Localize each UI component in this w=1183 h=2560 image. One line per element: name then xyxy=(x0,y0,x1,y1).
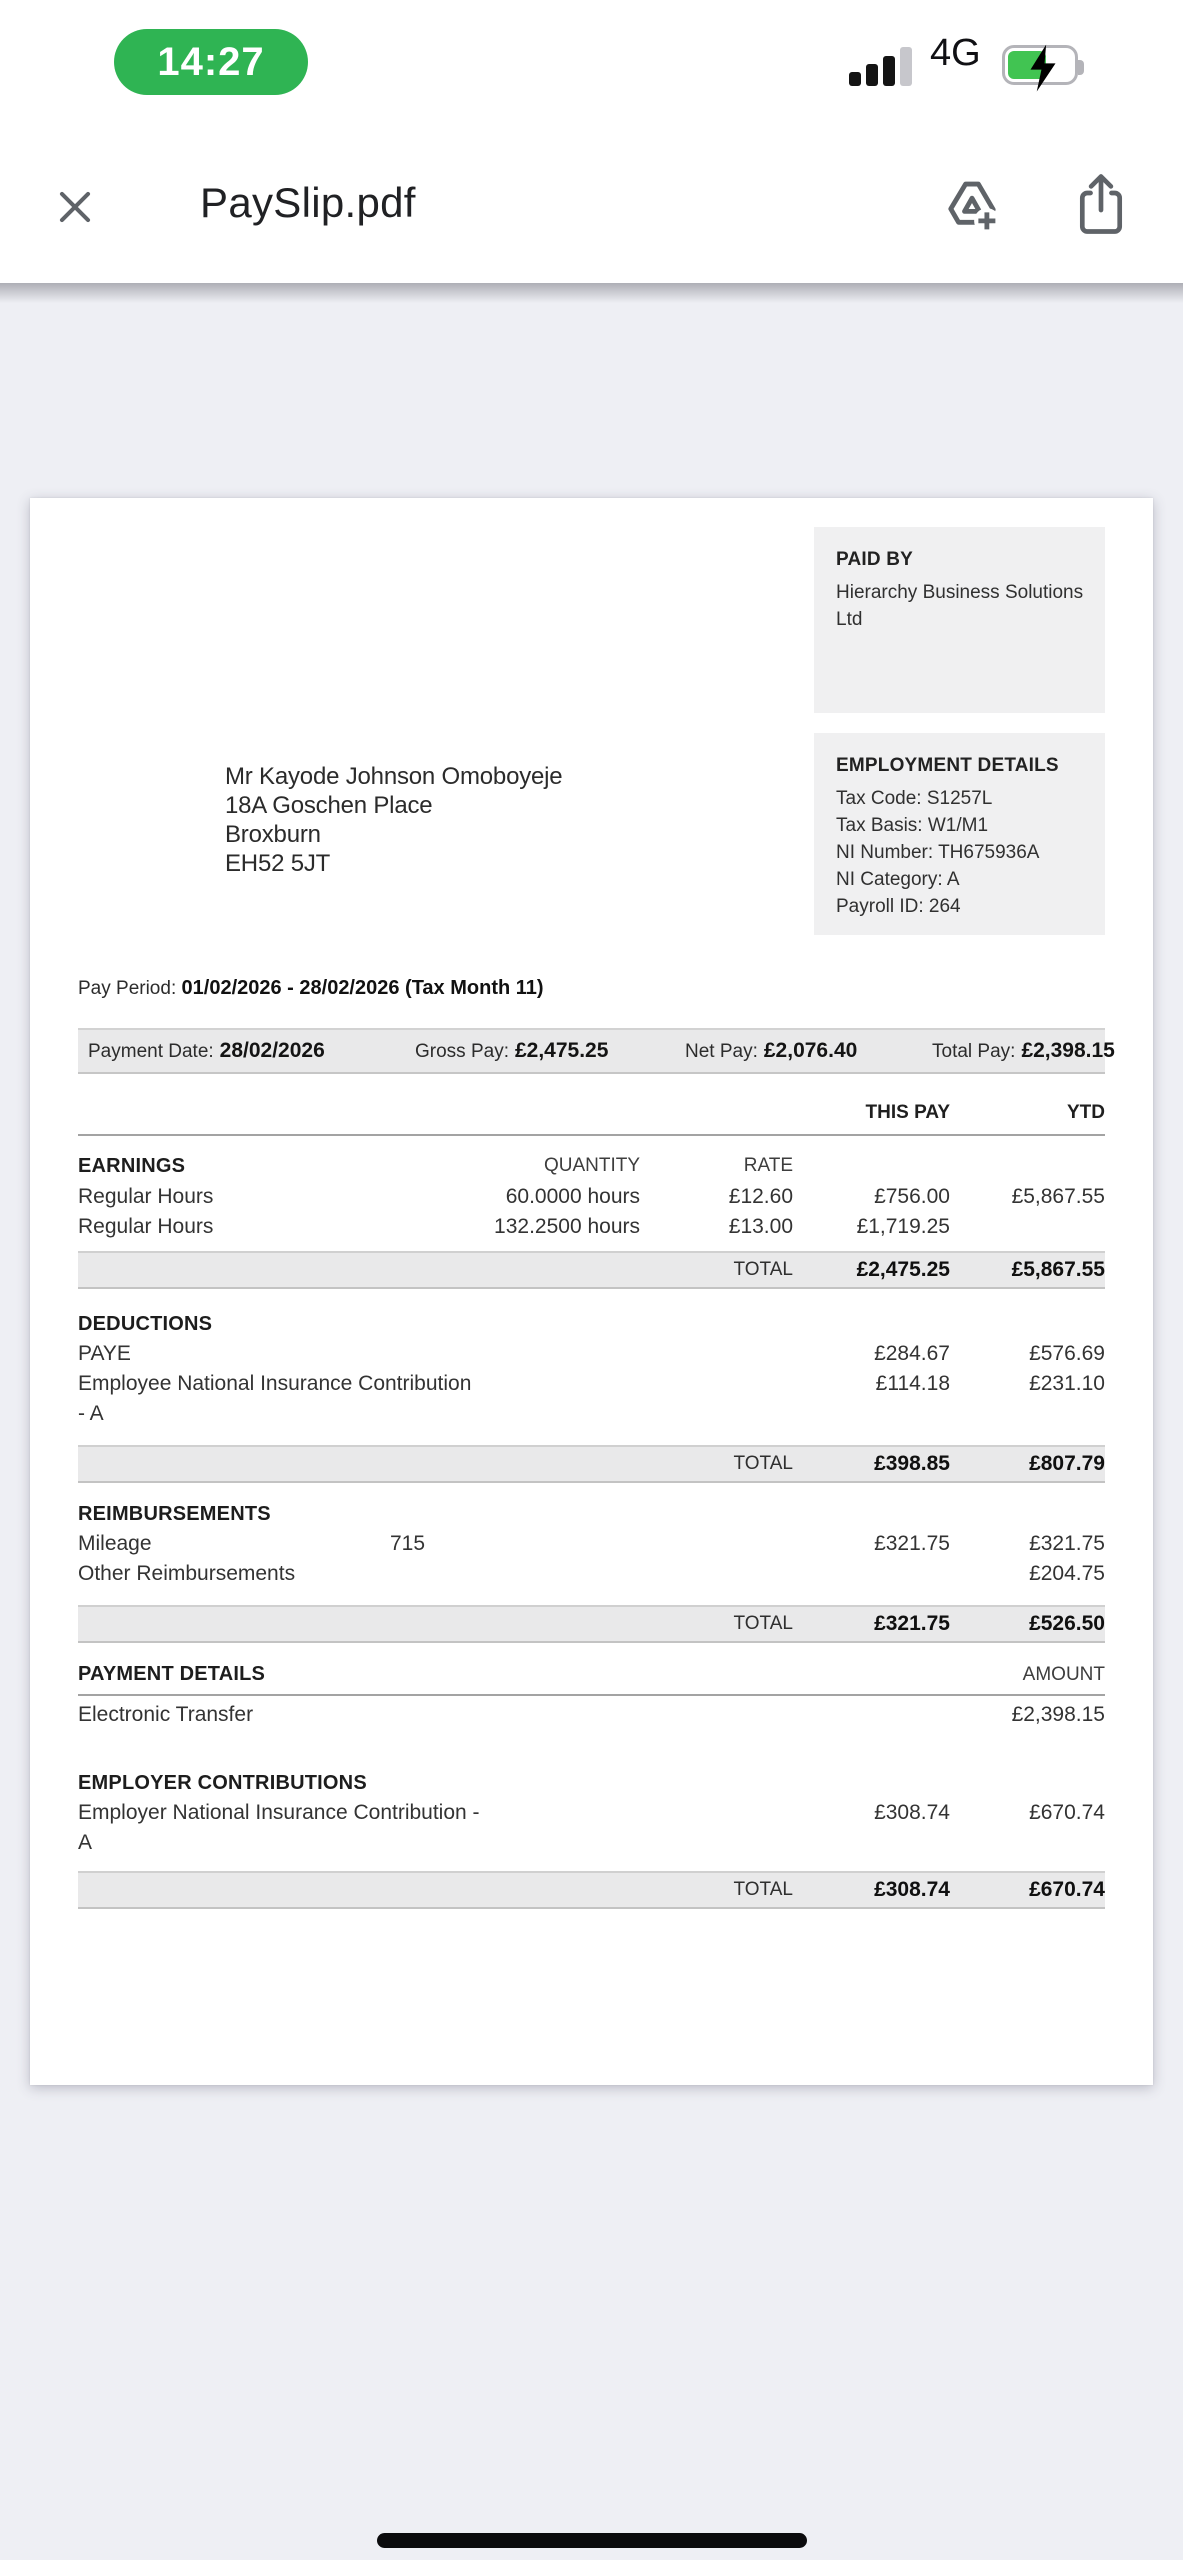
employment-detail: Payroll ID: 264 xyxy=(836,896,961,917)
reimbursements-section-title: REIMBURSEMENTS xyxy=(78,1503,271,1525)
reimbursement-this-pay: £321.75 xyxy=(874,1532,950,1555)
paid-by-title: PAID BY xyxy=(836,549,914,570)
battery-nub xyxy=(1078,60,1084,75)
time-pill[interactable] xyxy=(114,29,308,95)
pay-summary-band xyxy=(78,1028,1115,1074)
share-icon xyxy=(1068,168,1134,240)
earnings-total-this-pay: £2,475.25 xyxy=(856,1258,950,1281)
employment-details-box xyxy=(814,733,1105,935)
employer-contributions-total-ytd: £670.74 xyxy=(1029,1878,1105,1901)
earning-name: Regular Hours xyxy=(78,1215,214,1238)
cellular-signal-icon xyxy=(849,47,919,86)
reimbursement-quantity: 715 xyxy=(390,1532,426,1555)
employer-contribution-ytd: £670.74 xyxy=(1029,1801,1105,1824)
net-pay-label: Net Pay: xyxy=(685,1041,758,1062)
table-row xyxy=(78,1798,1105,1858)
deduction-name: Employee National Insurance Contribution - A xyxy=(78,1372,472,1425)
table-row xyxy=(78,1182,1105,1212)
deduction-name: PAYE xyxy=(78,1342,131,1365)
add-to-drive-icon xyxy=(938,172,1006,240)
earnings-total-row xyxy=(78,1251,1105,1289)
add-to-drive-button[interactable] xyxy=(938,172,1006,240)
total-pay-cell xyxy=(932,1039,1117,1063)
paid-by-name: Hierarchy Business Solutions Ltd xyxy=(836,582,1084,630)
paid-by-box xyxy=(814,527,1105,713)
table-row xyxy=(78,1339,1105,1369)
reimbursement-name: Other Reimbursements xyxy=(78,1562,296,1585)
home-indicator[interactable] xyxy=(377,2533,807,2548)
total-pay-label: Total Pay: xyxy=(932,1041,1016,1062)
employer-contributions-section-title: EMPLOYER CONTRIBUTIONS xyxy=(78,1772,367,1794)
share-button[interactable] xyxy=(1068,168,1134,240)
reimbursement-this-pay xyxy=(793,1559,950,1589)
total-label: TOTAL xyxy=(733,1879,793,1900)
reimbursements-total-row xyxy=(78,1605,1105,1643)
payslip-top-region xyxy=(78,498,1105,975)
address-line: Mr Kayode Johnson Omoboyeje xyxy=(225,763,563,790)
lightning-bolt-icon xyxy=(1022,43,1064,93)
reimbursements-total-ytd: £526.50 xyxy=(1029,1612,1105,1635)
employment-detail: Tax Code: S1257L xyxy=(836,788,993,809)
employee-address xyxy=(225,762,562,878)
earning-rate: £12.60 xyxy=(728,1185,793,1208)
battery-charging-icon xyxy=(1002,45,1078,85)
pdf-page xyxy=(30,498,1153,2085)
payment-date-cell xyxy=(88,1039,415,1063)
earning-quantity: 60.0000 hours xyxy=(505,1185,640,1208)
status-time: 14:27 xyxy=(157,39,265,84)
employer-contribution-this-pay: £308.74 xyxy=(874,1801,950,1824)
gross-pay-cell xyxy=(415,1039,685,1063)
close-icon xyxy=(52,184,98,230)
reimbursement-ytd: £321.75 xyxy=(1029,1532,1105,1555)
ytd-column-header: YTD xyxy=(1067,1102,1105,1123)
table-row xyxy=(78,1212,1105,1242)
deductions-section-title: DEDUCTIONS xyxy=(78,1313,213,1335)
payment-details-header-row xyxy=(78,1663,1105,1696)
table-row xyxy=(78,1529,1105,1559)
employer-contribution-name: Employer National Insurance Contribution - A xyxy=(78,1801,480,1854)
page-title: PaySlip.pdf xyxy=(200,179,416,226)
employment-details-title: EMPLOYMENT DETAILS xyxy=(836,755,1059,776)
pay-period-label: Pay Period: xyxy=(78,978,177,999)
total-label: TOTAL xyxy=(733,1613,793,1634)
earning-ytd xyxy=(950,1212,1105,1242)
earning-this-pay: £1,719.25 xyxy=(856,1215,950,1238)
total-label: TOTAL xyxy=(733,1259,793,1280)
table-row xyxy=(78,1369,1105,1429)
table-row xyxy=(78,1559,1105,1589)
reimbursement-name: Mileage xyxy=(78,1532,152,1555)
gross-pay-label: Gross Pay: xyxy=(415,1041,509,1062)
deduction-ytd: £231.10 xyxy=(1029,1372,1105,1395)
close-button[interactable] xyxy=(52,184,98,230)
address-line: 18A Goschen Place xyxy=(225,792,433,819)
table-row xyxy=(78,1700,1105,1730)
address-line: Broxburn xyxy=(225,821,321,848)
earnings-section-title: EARNINGS xyxy=(78,1154,186,1177)
employment-detail: NI Number: TH675936A xyxy=(836,842,1040,863)
net-pay-cell xyxy=(685,1039,932,1063)
payment-date-value: 28/02/2026 xyxy=(219,1039,325,1062)
deduction-ytd: £576.69 xyxy=(1029,1342,1105,1365)
amount-column-header: AMOUNT xyxy=(1022,1664,1105,1685)
total-label: TOTAL xyxy=(733,1453,793,1474)
payment-details-section-title: PAYMENT DETAILS xyxy=(78,1663,266,1685)
column-header-row xyxy=(78,1102,1105,1136)
employment-detail: Tax Basis: W1/M1 xyxy=(836,815,989,836)
top-chrome xyxy=(0,0,1183,283)
pay-period xyxy=(78,975,1105,1002)
reimbursement-ytd: £204.75 xyxy=(1029,1562,1105,1585)
deductions-total-this-pay: £398.85 xyxy=(874,1452,950,1475)
earning-rate: £13.00 xyxy=(728,1215,793,1238)
employer-contributions-total-row xyxy=(78,1871,1105,1909)
deductions-total-ytd: £807.79 xyxy=(1029,1452,1105,1475)
earning-quantity: 132.2500 hours xyxy=(494,1215,640,1238)
reimbursements-total-this-pay: £321.75 xyxy=(874,1612,950,1635)
earning-name: Regular Hours xyxy=(78,1185,214,1208)
payment-amount: £2,398.15 xyxy=(1011,1703,1105,1726)
this-pay-column-header: THIS PAY xyxy=(865,1102,950,1123)
rate-column-header: RATE xyxy=(743,1155,793,1176)
total-pay-value: £2,398.15 xyxy=(1021,1039,1115,1062)
earning-this-pay: £756.00 xyxy=(874,1185,950,1208)
quantity-column-header: QUANTITY xyxy=(543,1155,640,1176)
address-line: EH52 5JT xyxy=(225,850,331,877)
employer-contributions-total-this-pay: £308.74 xyxy=(874,1878,950,1901)
network-type-label: 4G xyxy=(930,32,981,74)
pay-period-value: 01/02/2026 - 28/02/2026 (Tax Month 11) xyxy=(181,977,544,999)
earnings-total-ytd: £5,867.55 xyxy=(1011,1258,1105,1281)
net-pay-value: £2,076.40 xyxy=(763,1039,858,1062)
earning-ytd: £5,867.55 xyxy=(1011,1185,1105,1208)
earnings-header-row xyxy=(78,1150,1105,1182)
payment-method: Electronic Transfer xyxy=(78,1703,254,1726)
deduction-this-pay: £284.67 xyxy=(874,1342,950,1365)
pdf-viewport[interactable] xyxy=(0,283,1183,2560)
gross-pay-value: £2,475.25 xyxy=(514,1039,609,1062)
deductions-total-row xyxy=(78,1445,1105,1483)
employment-detail: NI Category: A xyxy=(836,869,960,890)
deduction-this-pay: £114.18 xyxy=(875,1372,950,1395)
payment-date-label: Payment Date: xyxy=(88,1041,214,1062)
